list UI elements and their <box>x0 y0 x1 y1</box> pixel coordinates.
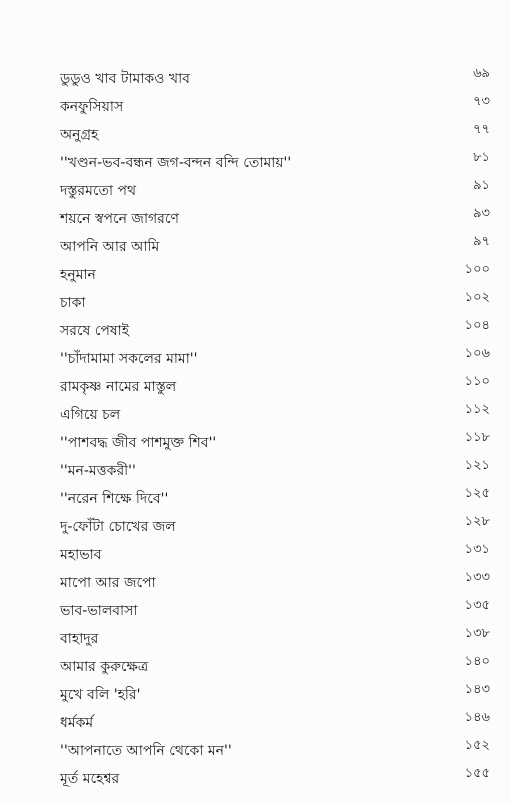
toc-entry <box>60 766 490 798</box>
toc-entry-title: দু-ফোঁটা চোখের জল <box>60 519 176 535</box>
toc-entry-title: এগিয়ে চল <box>60 407 121 423</box>
table-of-contents <box>60 66 490 798</box>
toc-entry-title: আমার কুরুক্ষেত্র <box>60 659 149 675</box>
toc-entry-page-number: ১৪০ <box>464 654 490 669</box>
toc-entry <box>60 570 490 602</box>
toc-entry <box>60 318 490 350</box>
toc-entry <box>60 626 490 658</box>
toc-entry-title: ''আপনাতে আপনি থেকো মন'' <box>60 743 232 759</box>
toc-entry-page-number: ৯৩ <box>473 206 490 221</box>
toc-entry-title: ভাব-ভালবাসা <box>60 603 138 619</box>
toc-entry-page-number: ১৪৩ <box>464 682 490 697</box>
toc-entry-page-number: ৬৯ <box>473 66 490 81</box>
toc-entry-page-number: ১১৮ <box>464 430 490 445</box>
toc-entry-title: কনফুসিয়াস <box>60 99 124 115</box>
toc-entry-title: ধর্মকর্ম <box>60 715 94 731</box>
toc-entry-title: মূর্ত মহেশ্বর <box>60 771 120 787</box>
toc-entry-title: ডুডুও খাব টামাকও খাব <box>60 71 190 87</box>
toc-entry-title: দস্তুরমতো পথ <box>60 183 137 199</box>
toc-entry-page-number: ১২১ <box>464 458 490 473</box>
toc-entry-title: ''খণ্ডন-ভব-বন্ধন জগ-বন্দন বন্দি তোমায়'' <box>60 155 292 171</box>
toc-entry-page-number: ১২৫ <box>464 486 490 501</box>
toc-entry-title: অনুগ্রহ <box>60 127 99 143</box>
toc-entry <box>60 402 490 434</box>
toc-entry <box>60 486 490 518</box>
toc-entry-page-number: ১০০ <box>464 262 490 277</box>
toc-entry-title: আপনি আর আমি <box>60 239 160 255</box>
toc-entry <box>60 654 490 686</box>
toc-entry-page-number: ১৫৫ <box>464 766 490 781</box>
toc-entry <box>60 458 490 490</box>
toc-entry-page-number: ১০৬ <box>464 346 490 361</box>
toc-entry-page-number: ৯১ <box>473 178 490 193</box>
toc-entry-title: চাকা <box>60 295 86 311</box>
toc-entry-page-number: ৭৭ <box>473 122 490 137</box>
toc-entry <box>60 150 490 182</box>
toc-entry <box>60 346 490 378</box>
toc-entry-page-number: ১৫২ <box>464 738 490 753</box>
toc-entry <box>60 598 490 630</box>
toc-entry-title: মুখে বলি 'হরি' <box>60 687 141 703</box>
toc-entry-title: মহাভাব <box>60 547 102 563</box>
toc-entry-page-number: ১০৪ <box>464 318 490 333</box>
toc-entry <box>60 66 490 98</box>
toc-entry-title: ''নরেন শিক্ষে দিবে'' <box>60 491 169 507</box>
toc-entry-page-number: ১০২ <box>464 290 490 305</box>
toc-entry-title: শয়নে স্বপনে জাগরণে <box>60 211 179 227</box>
toc-entry <box>60 262 490 294</box>
toc-entry-page-number: ১৩৫ <box>464 598 490 613</box>
toc-entry-page-number: ১৩১ <box>464 542 490 557</box>
toc-entry <box>60 514 490 546</box>
toc-entry <box>60 374 490 406</box>
toc-entry <box>60 682 490 714</box>
toc-entry <box>60 542 490 574</box>
toc-entry <box>60 94 490 126</box>
toc-entry-title: সরষে পেষাই <box>60 323 129 339</box>
toc-entry <box>60 178 490 210</box>
toc-entry-title: রামকৃষ্ণ নামের মাস্তুল <box>60 379 177 395</box>
toc-entry-title: ''মন-মত্তকরী'' <box>60 463 136 479</box>
toc-entry <box>60 430 490 462</box>
toc-entry-page-number: ১৩৩ <box>464 570 490 585</box>
toc-entry-title: ''চাঁদামামা সকলের মামা'' <box>60 351 198 367</box>
toc-entry <box>60 122 490 154</box>
toc-entry-title: মাপো আর জপো <box>60 575 156 591</box>
toc-entry-page-number: ১২৮ <box>464 514 490 529</box>
toc-entry <box>60 206 490 238</box>
toc-entry-page-number: ৭৩ <box>473 94 490 109</box>
toc-entry <box>60 234 490 266</box>
toc-entry-page-number: ৮১ <box>473 150 490 165</box>
toc-entry-page-number: ৯৭ <box>473 234 490 249</box>
toc-entry-title: বাহাদুর <box>60 631 99 647</box>
toc-entry <box>60 290 490 322</box>
toc-entry <box>60 738 490 770</box>
toc-entry-title: ''পাশবদ্ধ জীব পাশমুক্ত শিব'' <box>60 435 217 451</box>
top-edge-mark <box>20 0 34 6</box>
toc-entry-title: হনুমান <box>60 267 96 283</box>
toc-entry-page-number: ১৪৬ <box>464 710 490 725</box>
toc-entry-page-number: ১১০ <box>464 374 490 389</box>
toc-entry-page-number: ১৩৮ <box>464 626 490 641</box>
toc-entry <box>60 710 490 742</box>
toc-entry-page-number: ১১২ <box>464 402 490 417</box>
